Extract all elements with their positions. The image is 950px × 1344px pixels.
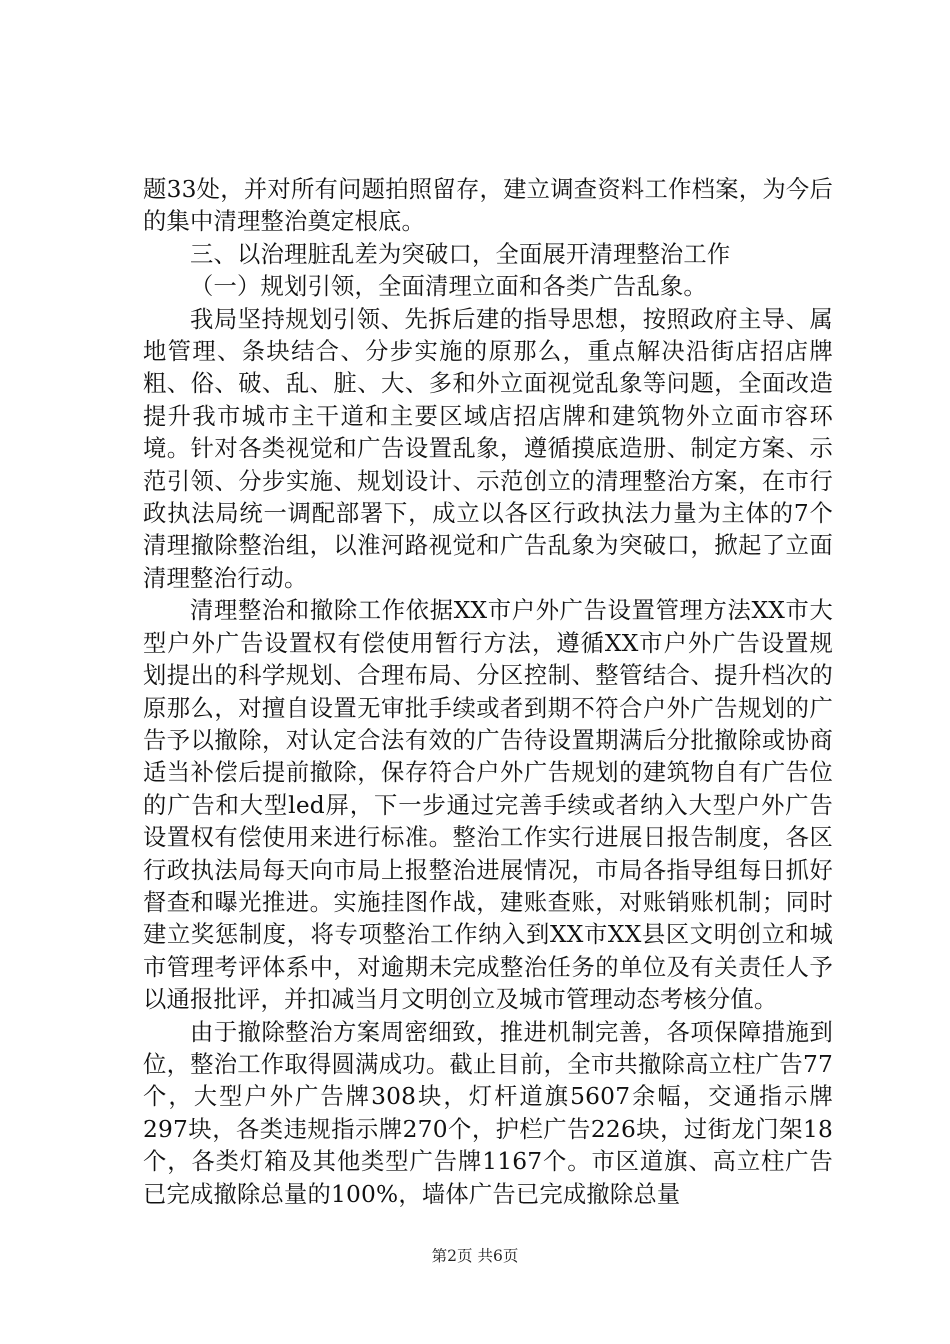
paragraph-continuation: 题33处，并对所有问题拍照留存，建立调查资料工作档案，为今后的集中清理整治奠定根底。 [143, 176, 833, 236]
paragraph: 清理整治和撤除工作依据XX市户外广告设置管理方法XX市大型户外广告设置权有偿使用暂行方法，遵循XX市户外广告设置规划提出的科学规划、合理布局、分区控制、整管结合、提升档次的原那么，对擅自设置无审批手续或者到期不符合户外广告规划的广告予以撤除，对认定合法有效的广告待设置期满后分批撤除或协商适当补偿后提前撤除，保存符合户外广告规划的建筑物自有广告位的广告和大型led屏，下一步通过完善手续或者纳入大型户外广告设置权有偿使用来进行标准。整治工作实行进展日报告制度，各区行政执法局每天向市局上报整治进展情况，市局各指导组每日抓好督查和曝光推进。实施挂图作战，建账查账，对账销账机制；同时建立奖惩制度，将专项整治工作纳入到XX市XX县区文明创立和城市管理考评体系中，对逾期未完成整治任务的单位及有关责任人予以通报批评，并扣减当月文明创立及城市管理动态考核分值。 [143, 597, 833, 1014]
subsection-heading: （一）规划引领，全面清理立面和各类广告乱象。 [190, 273, 707, 301]
paragraph: 我局坚持规划引领、先拆后建的指导思想，按照政府主导、属地管理、条块结合、分步实施的原那么，重点解决沿街店招店牌粗、俗、破、乱、脏、大、多和外立面视觉乱象等问题，全面改造提升我市城市主干道和主要区域店招店牌和建筑物外立面市容环境。针对各类视觉和广告设置乱象，遵循摸底造册、制定方案、示范引领、分步实施、规划设计、示范创立的清理整治方案，在市行政执法局统一调配部署下，成立以各区行政执法力量为主体的7个清理撤除整治组，以淮河路视觉和广告乱象为突破口，掀起了立面清理整治行动。 [143, 305, 833, 592]
section-heading: 三、以治理脏乱差为突破口，全面展开清理整治工作 [190, 240, 731, 268]
document-body [143, 174, 833, 1211]
paragraph: 由于撤除整治方案周密细致，推进机制完善，各项保障措施到位，整治工作取得圆满成功。截止目前，全市共撤除高立柱广告77个，大型户外广告牌308块，灯杆道旗5607余幅，交通指示牌297块，各类违规指示牌270个，护栏广告226块，过街龙门架18个，各类灯箱及其他类型广告牌1167个。市区道旗、高立柱广告已完成撤除总量的100%，墙体广告已完成撤除总量 [143, 1018, 833, 1208]
page-footer [0, 1244, 950, 1266]
page-number: 第2页 共6页 [431, 1247, 519, 1265]
